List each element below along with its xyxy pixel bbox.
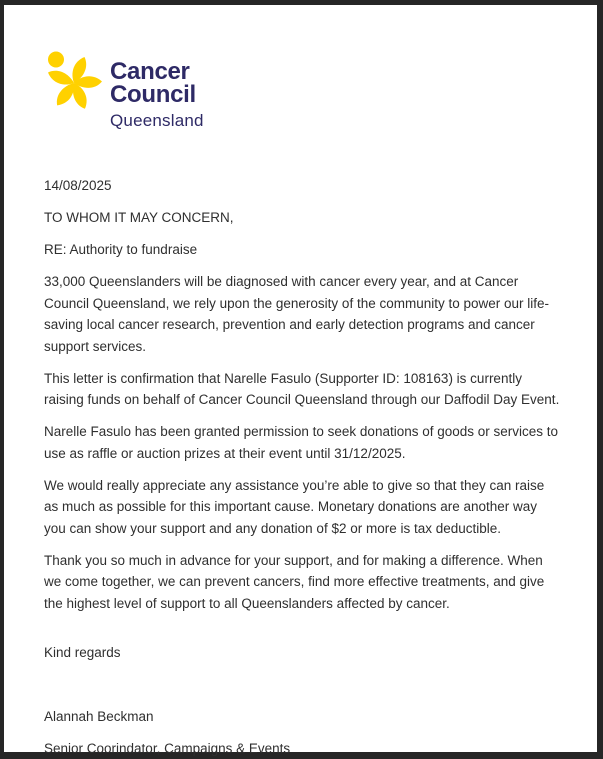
signature-name: Alannah Beckman: [44, 706, 562, 728]
letter-content: [4, 5, 597, 759]
letter-subject: RE: Authority to fundraise: [44, 239, 562, 261]
logo-text: [110, 60, 204, 131]
daffodil-icon: [44, 50, 102, 110]
logo-brand-line1: Cancer: [110, 60, 204, 83]
document-page: [4, 5, 597, 752]
logo-brand-line2: Council: [110, 83, 204, 106]
cancer-council-logo: [44, 50, 562, 131]
letter-paragraph: Thank you so much in advance for your support, and for making a difference. When we come together, we can prevent cancers, find more effective treatments, and give the highest level of support to all Queenslanders affected by cancer.: [44, 550, 562, 615]
letter-date: 14/08/2025: [44, 175, 562, 197]
logo-region: Queensland: [110, 110, 204, 131]
letter-paragraph: 33,000 Queenslanders will be diagnosed with cancer every year, and at Cancer Council Queensland, we rely upon the generosity of the community to power our life-saving local cancer research, prevention and early detection programs and cancer support services.: [44, 271, 562, 357]
letter-salutation: TO WHOM IT MAY CONCERN,: [44, 207, 562, 229]
letter-paragraph: This letter is confirmation that Narelle Fasulo (Supporter ID: 108163) is currently raising funds on behalf of Cancer Council Queensland through our Daffodil Day Event.: [44, 368, 562, 411]
letter-body: [44, 175, 562, 759]
letter-closing: Kind regards: [44, 642, 562, 664]
letter-paragraph: We would really appreciate any assistance you’re able to give so that they can raise as much as possible for this important cause. Monetary donations are another way you can show your support and any donation of $2 or more is tax deductible.: [44, 475, 562, 540]
letter-paragraph: Narelle Fasulo has been granted permission to seek donations of goods or services to use as raffle or auction prizes at their event until 31/12/2025.: [44, 421, 562, 464]
signature-title: Senior Coorindator, Campaigns & Events: [44, 738, 562, 759]
